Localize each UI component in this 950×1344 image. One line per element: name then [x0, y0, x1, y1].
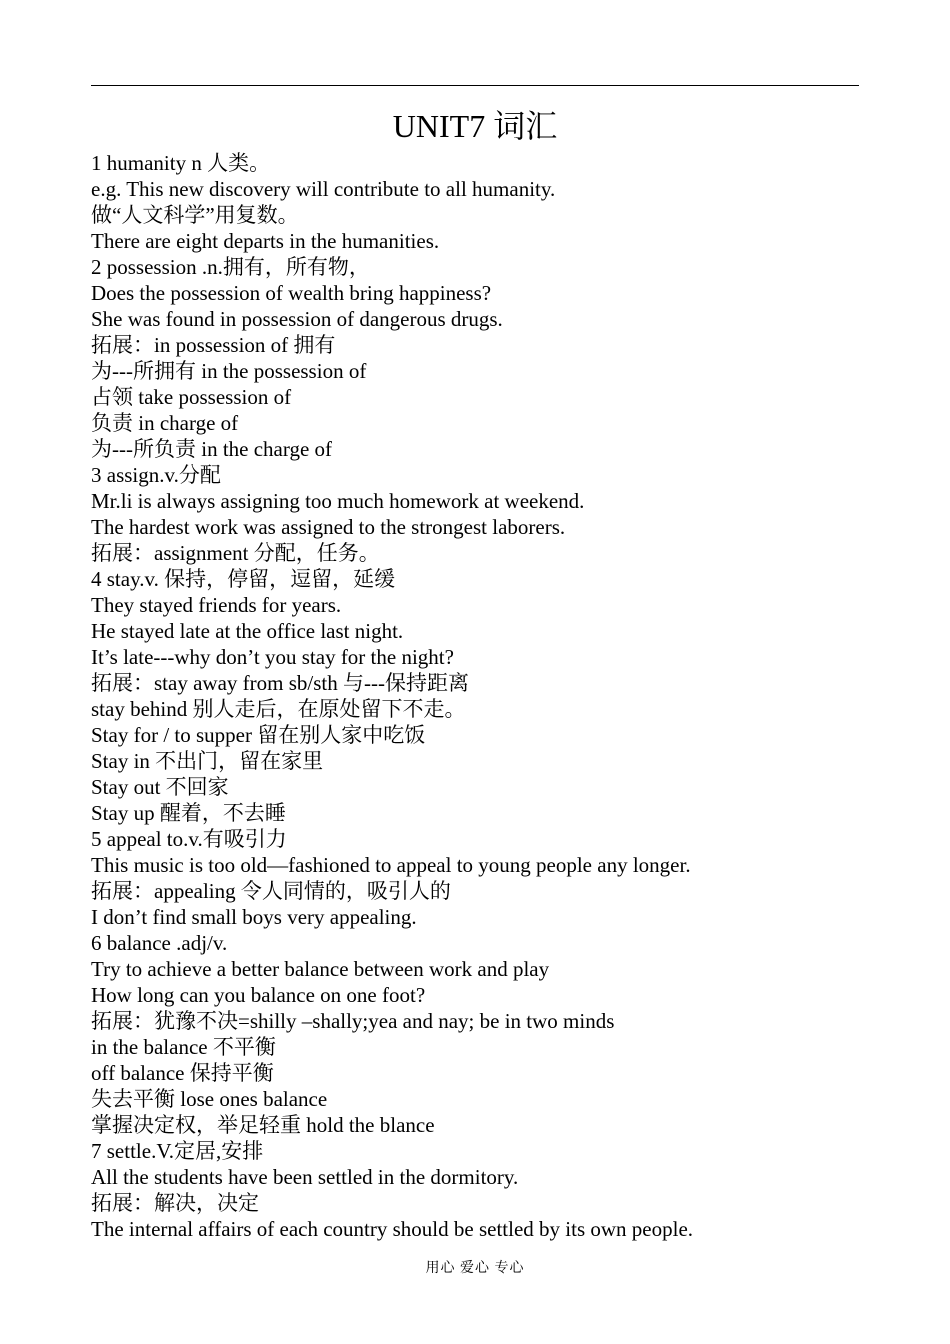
document-line: She was found in possession of dangerous drugs. — [91, 307, 503, 331]
document-line: stay behind 别人走后，在原处留下不走。 — [91, 697, 466, 721]
document-line: Stay out 不回家 — [91, 775, 229, 799]
document-line: 2 possession .n.拥有，所有物， — [91, 255, 370, 279]
document-line: 7 settle.V.定居,安排 — [91, 1139, 264, 1163]
document-line: 3 assign.v.分配 — [91, 463, 221, 487]
document-line: 做“人文科学”用复数。 — [91, 203, 299, 227]
document-line: 失去平衡 lose ones balance — [91, 1087, 328, 1111]
document-line: 拓展：犹豫不决=shilly –shally;yea and nay; be in two minds — [91, 1009, 615, 1033]
document-line: He stayed late at the office last night. — [91, 619, 404, 643]
document-line: 5 appeal to.v.有吸引力 — [91, 827, 287, 851]
document-line: 1 humanity n 人类。 — [91, 151, 271, 175]
document-line: All the students have been settled in the dormitory. — [91, 1165, 519, 1189]
document-line: The hardest work was assigned to the strongest laborers. — [91, 515, 566, 539]
document-line: 占领 take possession of — [91, 385, 292, 409]
document-body — [91, 150, 871, 1242]
document-line: I don’t find small boys very appealing. — [91, 905, 417, 929]
document-line: 为---所拥有 in the possession of — [91, 359, 367, 383]
document-line: 拓展：stay away from sb/sth 与---保持距离 — [91, 671, 469, 695]
document-line: Try to achieve a better balance between work and play — [91, 957, 550, 981]
document-line: 为---所负责 in the charge of — [91, 437, 333, 461]
document-line: There are eight departs in the humanities. — [91, 229, 440, 253]
document-line: in the balance 不平衡 — [91, 1035, 276, 1059]
document-line: 6 balance .adj/v. — [91, 931, 228, 955]
document-line: e.g. This new discovery will contribute to all humanity. — [91, 177, 556, 201]
document-line: Does the possession of wealth bring happiness? — [91, 281, 492, 305]
document-line: 拓展：assignment 分配，任务。 — [91, 541, 380, 565]
document-line: This music is too old—fashioned to appeal to young people any longer. — [91, 853, 691, 877]
document-line: 负责 in charge of — [91, 411, 239, 435]
document-line: It’s late---why don’t you stay for the night? — [91, 645, 454, 669]
document-line: Mr.li is always assigning too much homework at weekend. — [91, 489, 585, 513]
document-line: Stay for / to supper 留在别人家中吃饭 — [91, 723, 426, 747]
document-line: 拓展：解决，决定 — [91, 1191, 259, 1215]
document-line: How long can you balance on one foot? — [91, 983, 426, 1007]
document-title: UNIT7 词汇 — [392, 108, 558, 144]
document-line: 4 stay.v. 保持，停留，逗留，延缓 — [91, 567, 396, 591]
page-footer: 用心 爱心 专心 — [425, 1261, 525, 1276]
document-line: Stay in 不出门，留在家里 — [91, 749, 324, 773]
document-line: Stay up 醒着，不去睡 — [91, 801, 286, 825]
header-rule — [91, 85, 859, 86]
document-line: 掌握决定权，举足轻重 hold the blance — [91, 1113, 435, 1137]
document-line: off balance 保持平衡 — [91, 1061, 274, 1085]
document-line: 拓展：in possession of 拥有 — [91, 333, 336, 357]
document-line: 拓展：appealing 令人同情的，吸引人的 — [91, 879, 451, 903]
document-line: The internal affairs of each country should be settled by its own people. — [91, 1217, 694, 1241]
document-line: They stayed friends for years. — [91, 593, 342, 617]
